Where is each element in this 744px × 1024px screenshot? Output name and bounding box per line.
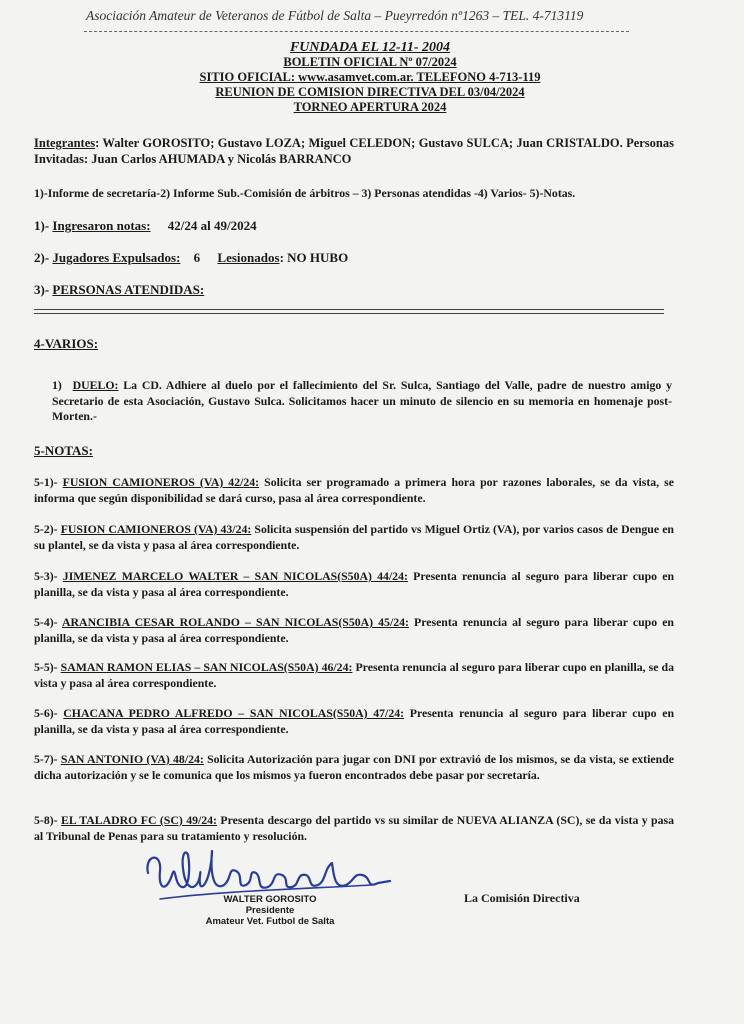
entry-number: 5-6)- — [34, 706, 58, 720]
entry-label: FUSION CAMIONEROS (VA) 42/24: — [62, 475, 260, 489]
entry-number: 5-5)- — [34, 660, 58, 674]
varios-heading — [34, 336, 674, 352]
signer-name: WALTER GOROSITO — [223, 894, 317, 905]
entry-text: Presenta descargo del partido vs su similar de NUEVA ALIANZA (SC), se da vista y pasa al Tribunal de Penas para su tratamiento y resolución. — [34, 813, 674, 843]
item-incoming-notes — [34, 218, 674, 234]
note-entry — [34, 813, 674, 844]
note-entry — [34, 615, 674, 646]
entry-number: 1) — [52, 378, 62, 392]
closing-signature: La Comisión Directiva — [464, 891, 580, 905]
entry-label: DUELO: — [72, 378, 119, 392]
bulletin-number: BOLETIN OFICIAL Nº 07/2024 — [283, 55, 457, 69]
entry-label: EL TALADRO FC (SC) 49/24: — [60, 813, 217, 827]
entry-text: Presenta renuncia al seguro para liberar cupo en planilla, se da vista y pasa al área correspondiente. — [34, 706, 675, 736]
injured-value: : NO HUBO — [279, 250, 349, 265]
entry-number: 5-7)- — [34, 752, 58, 766]
bulletin-header — [150, 40, 590, 115]
entry-number: 5-8)- — [34, 813, 58, 827]
item-label: Ingresaron notas: — [52, 218, 151, 233]
heading-text: 5-NOTAS: — [34, 443, 93, 458]
section-divider — [34, 309, 664, 314]
heading-text: 4-VARIOS: — [34, 336, 99, 351]
entry-label: FUSION CAMIONEROS (VA) 43/24: — [60, 522, 252, 536]
entry-text: La CD. Adhiere al duelo por el fallecimiento del Sr. Sulca, Santiago del Valle, padre de nuestro amigo y Secretario de esta Asociación, Gustavo Sulca. Solicitamos hacer un minuto de silencio en su memoria en homenaje post-Morten.- — [52, 378, 672, 423]
entry-number: 5-3)- — [34, 569, 58, 583]
entry-label: ARANCIBIA CESAR ROLANDO – SAN NICOLAS(S50A) 45/24: — [62, 615, 409, 629]
note-entry — [34, 522, 674, 553]
item-persons-attended — [34, 282, 674, 298]
entry-number: 5-1)- — [34, 475, 58, 489]
item-number: 3)- — [34, 282, 50, 297]
letterhead: Asociación Amateur de Veteranos de Fútbol de Salta – Pueyrredón nº1263 – TEL. 4-713119 — [86, 8, 584, 23]
note-entry — [34, 752, 674, 783]
expelled-label: Jugadores Expulsados: — [52, 250, 181, 265]
entry-label: JIMENEZ MARCELO WALTER – SAN NICOLAS(S50A) 44/24: — [62, 569, 408, 583]
note-entry — [34, 569, 674, 600]
item-number: 1)- — [34, 218, 50, 233]
entry-number: 5-4)- — [34, 615, 58, 629]
note-entry — [34, 706, 674, 737]
signer-org: Amateur Vet. Futbol de Salta — [205, 916, 335, 927]
entry-text: Solicita Autorización para jugar con DNI por extravió de los mismos, se da vista, se extiende dicha autorización y se le comunica que los mismos ya fueron encontrados debe pasar por secretaría. — [34, 752, 674, 782]
letterhead-divider — [84, 31, 629, 32]
note-entry — [34, 475, 674, 506]
expelled-value: 6 — [193, 250, 201, 265]
item-number: 2)- — [34, 250, 50, 265]
entry-text: Presenta renuncia al seguro para liberar cupo en planilla, se da vista y pasa al área correspondiente. — [34, 569, 675, 599]
notas-heading — [34, 443, 674, 459]
agenda-line: 1)-Informe de secretaría-2) Informe Sub.-Comisión de árbitros – 3) Personas atendidas -4) Varios- 5)-Notas. — [34, 186, 576, 200]
members-label: Integrantes — [34, 136, 96, 150]
item-players — [34, 250, 674, 266]
item-label: PERSONAS ATENDIDAS: — [52, 282, 205, 297]
note-entry — [34, 660, 674, 691]
item-value: 42/24 al 49/2024 — [167, 218, 257, 233]
meeting-title: REUNION DE COMISION DIRECTIVA DEL 03/04/2024 — [215, 85, 525, 99]
entry-text: Solicita ser programado a primera hora por razones laborales, se da vista, se informa que según disponibilidad se dará curso, pasa al área correspondiente. — [34, 475, 674, 505]
signer-role: Presidente — [245, 905, 295, 916]
official-site: SITIO OFICIAL: www.asamvet.com.ar. TELEFONO 4-713-119 — [199, 70, 541, 84]
entry-label: SAMAN RAMON ELIAS – SAN NICOLAS(S50A) 46/24: — [60, 660, 353, 674]
members-text: : Walter GOROSITO; Gustavo LOZA; Miguel CELEDON; Gustavo SULCA; Juan CRISTALDO. Personas Invitadas: Juan Carlos AHUMADA y Nicolás BARRANCO — [34, 136, 674, 166]
entry-label: CHACANA PEDRO ALFREDO – SAN NICOLAS(S50A) 47/24: — [63, 706, 405, 720]
varios-entry — [52, 378, 672, 425]
founded-date: FUNDADA EL 12-11- 2004 — [289, 40, 451, 55]
entry-text: Presenta renuncia al seguro para liberar cupo en planilla, se da vista y pasa al área correspondiente. — [34, 615, 674, 645]
entry-label: SAN ANTONIO (VA) 48/24: — [60, 752, 204, 766]
signature-block — [200, 894, 340, 927]
entry-text: Solicita suspensión del partido vs Miguel Ortiz (VA), por varios casos de Dengue en su plantel, se da vista y pasa al área correspondiente. — [34, 522, 674, 552]
entry-number: 5-2)- — [34, 522, 58, 536]
entry-text: Presenta renuncia al seguro para liberar cupo en planilla, se da vista y pasa al área correspondiente. — [34, 660, 675, 690]
members-paragraph — [34, 136, 674, 167]
tournament-title: TORNEO APERTURA 2024 — [293, 100, 447, 114]
injured-label: Lesionados — [217, 250, 280, 265]
